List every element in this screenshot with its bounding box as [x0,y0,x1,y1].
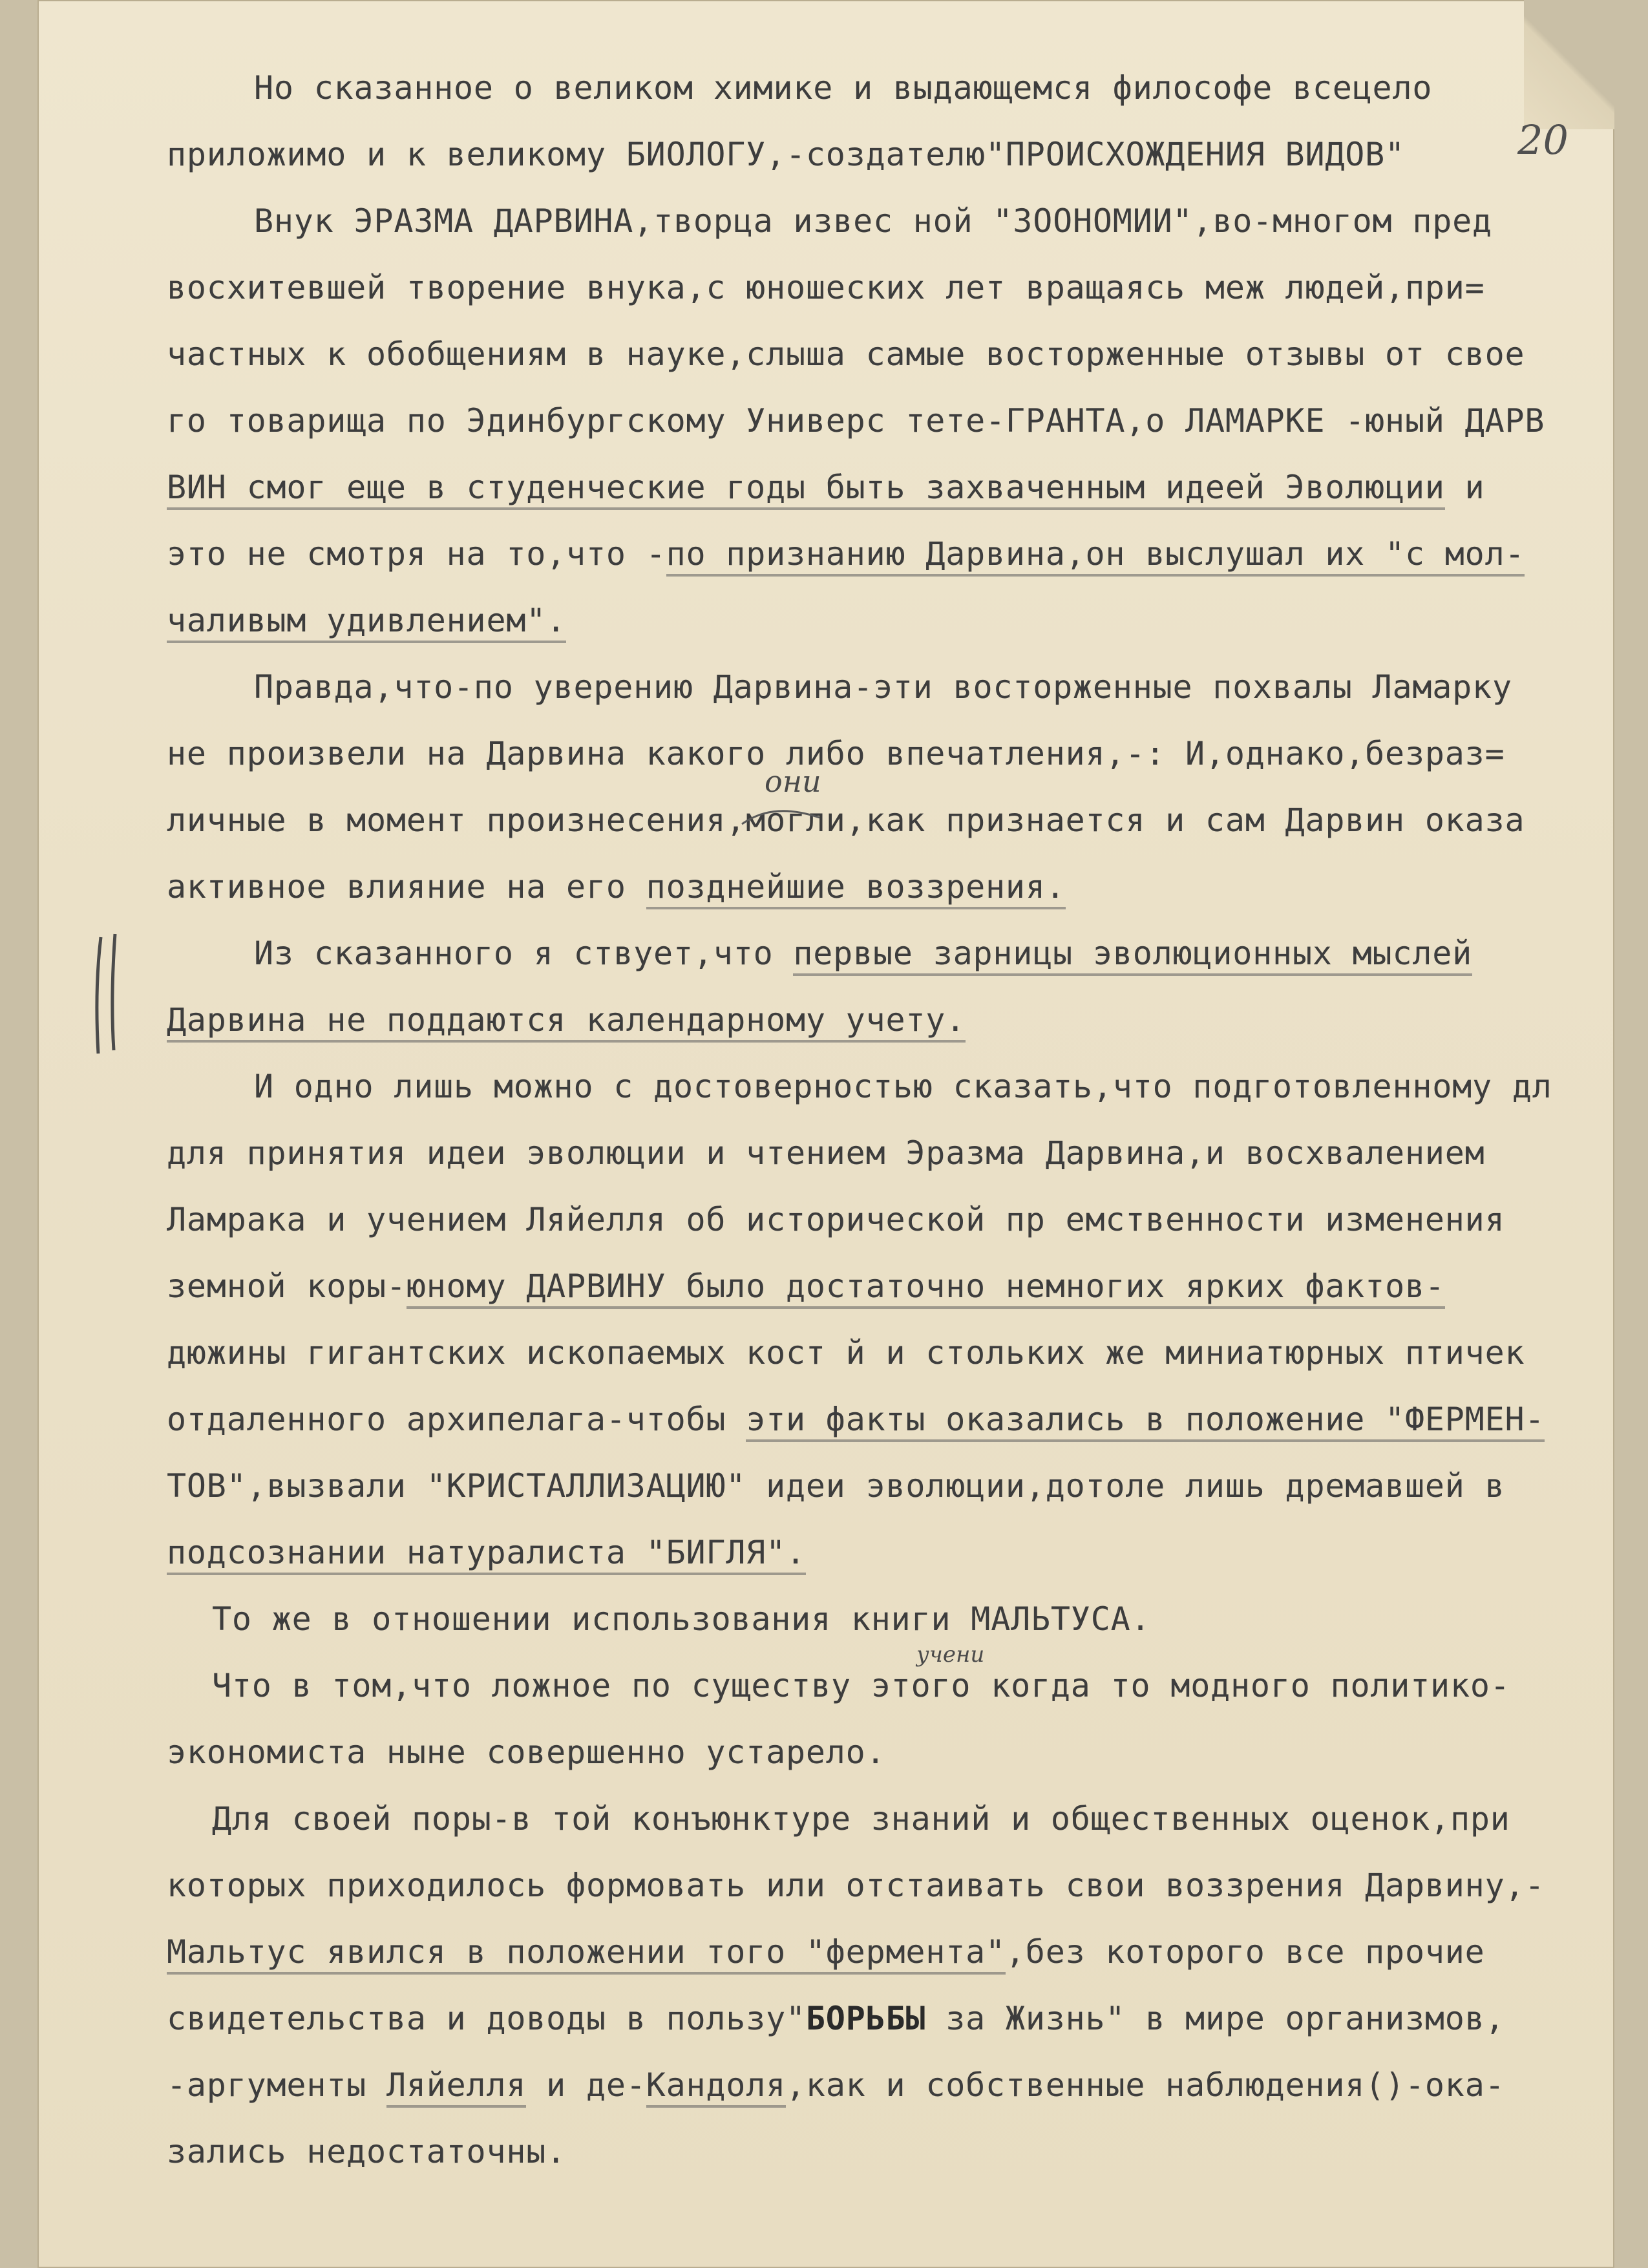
text-line [167,188,1614,255]
text-line [167,1852,1614,1919]
insertion-caret-mark [739,805,823,831]
underlined-text-segment: юному ДАРВИНУ было достаточно немногих ярких фактов- [407,1267,1445,1309]
text-line [167,1653,1614,1719]
text-line [167,1986,1614,2052]
text-line [167,1453,1614,1520]
text-segment: Но сказанное о великом химике и выдающемся философе всецело [254,69,1433,107]
text-line [167,920,1614,987]
text-segment: экономиста ныне совершенно устарело. [167,1733,886,1771]
text-segment: дюжины гигантских ископаемых кост й и стольких же миниатюрных птичек [167,1334,1525,1372]
text-segment: частных к обобщениям в науке,слыша самые восторженные отзывы от свое [167,335,1525,373]
text-line [167,1919,1614,1986]
text-line [167,1320,1614,1386]
text-line [167,55,1614,122]
underlined-text-segment: Ляйелля [386,2066,526,2108]
text-line [167,321,1614,388]
text-line [167,1586,1614,1653]
text-line [167,654,1614,721]
text-segment: за Жизнь" в мире организмов, [925,2000,1505,2037]
text-line [167,1120,1614,1187]
text-segment: Внук ЭРАЗМА ДАРВИНА,творца извес ной "ЗООНОМИИ",во-многом пред [254,202,1492,240]
text-segment: ТОВ",вызвали "КРИСТАЛЛИЗАЦИЮ" идеи эволюции,дотоле лишь дремавшей в [167,1467,1505,1505]
text-line [167,454,1614,521]
text-line [167,2052,1614,2119]
text-line [167,787,1614,854]
handwritten-insert-word: они [765,764,821,799]
text-segment: Ламрака и учением Ляйелля об исторической пр емственности изменения [167,1201,1505,1238]
text-segment: Из сказанного я ствует,что [254,935,794,972]
text-line [167,588,1614,654]
text-segment: Для своей поры-в той конъюнктуре знаний и общественных оценок,при [212,1800,1510,1838]
text-line [167,1786,1614,1852]
text-line [167,1719,1614,1786]
text-segment: свидетельства и доводы в пользу" [167,2000,806,2037]
text-segment: и [1444,469,1485,506]
text-segment: ,как и собственные наблюдения()-ока- [786,2066,1505,2104]
text-line [167,1386,1614,1453]
text-segment: земной коры- [167,1267,407,1305]
text-segment: Что в том,что ложное по существу этого когда то модного политико- [212,1667,1510,1704]
text-line [167,1253,1614,1320]
text-segment: активное влияние на его [167,868,646,906]
text-segment: восхитевшей творение внука,с юношеских лет вращаясь меж людей,при= [167,269,1485,306]
text-segment: личные в момент произнесения,могли,как признается и сам Дарвин оказа [167,801,1525,839]
typed-text-body [167,55,1614,2185]
text-segment: зались недостаточны. [167,2133,567,2170]
underlined-text-segment: Кандоля [646,2066,786,2108]
text-segment: Правда,что-по уверению Дарвина-эти восторженные похвалы Ламарку [254,668,1512,706]
underlined-text-segment: позднейшие воззрения. [646,868,1066,909]
text-segment: которых приходилось формовать или отстаивать свои воззрения Дарвину,- [167,1867,1545,1904]
text-segment: И одно лишь можно с достоверностью сказать,что подготовленному дл [254,1068,1552,1105]
underlined-text-segment: чаливым удивлением". [167,602,566,643]
text-line [167,2119,1614,2185]
text-segment: это не смотря на то,что - [167,535,666,573]
text-line [167,987,1614,1054]
text-line [167,1520,1614,1586]
text-line [167,854,1614,920]
text-line [167,1054,1614,1120]
text-line [167,122,1614,188]
text-line [167,721,1614,787]
text-segment: и де- [526,2066,646,2104]
text-segment: -аргументы [167,2066,386,2104]
text-segment: приложимо и к великому БИОЛОГУ,-создателю"ПРОИСХОЖДЕНИЯ ВИДОВ" [167,136,1405,173]
underlined-text-segment: по признанию Дарвина,он выслушал их "с мол- [666,535,1525,577]
underlined-text-segment: Дарвина не поддаются календарному учету. [167,1001,966,1043]
handwritten-page-number: 20 [1517,116,1569,164]
text-line [167,255,1614,321]
underlined-text-segment: первые зарницы эволюционных мыслей [793,935,1472,976]
text-line [167,388,1614,454]
text-segment: ,без которого все прочие [1005,1933,1485,1971]
underlined-text-segment: эти факты оказались в положение "ФЕРМЕН- [746,1401,1545,1442]
handwritten-insert-word-2: учени [916,1642,985,1668]
text-segment: не произвели на Дарвина какого либо впечатления,-: И,однако,безраз= [167,735,1505,772]
text-line [167,1187,1614,1253]
margin-double-bar-mark [89,931,134,1060]
paper-sheet [37,0,1614,2268]
text-segment: отдаленного архипелага-чтобы [167,1401,746,1438]
text-segment: То же в отношении использования книги МАЛЬТУСА. [212,1600,1151,1638]
text-segment: го товарища по Эдинбургскому Универс тете-ГРАНТА,о ЛАМАРКЕ -юный ДАРВ [167,402,1545,440]
underlined-text-segment: ВИН смог еще в студенческие годы быть захваченным идеей Эволюции [167,469,1445,510]
text-line [167,521,1614,588]
underlined-text-segment: Мальтус явился в положении того "фермента" [167,1933,1006,1975]
text-segment: для принятия идеи эволюции и чтением Эразма Дарвина,и восхвалением [167,1134,1485,1172]
text-segment: БОРЬБЫ [805,2000,926,2037]
underlined-text-segment: подсознании натуралиста "БИГЛЯ". [167,1534,806,1575]
